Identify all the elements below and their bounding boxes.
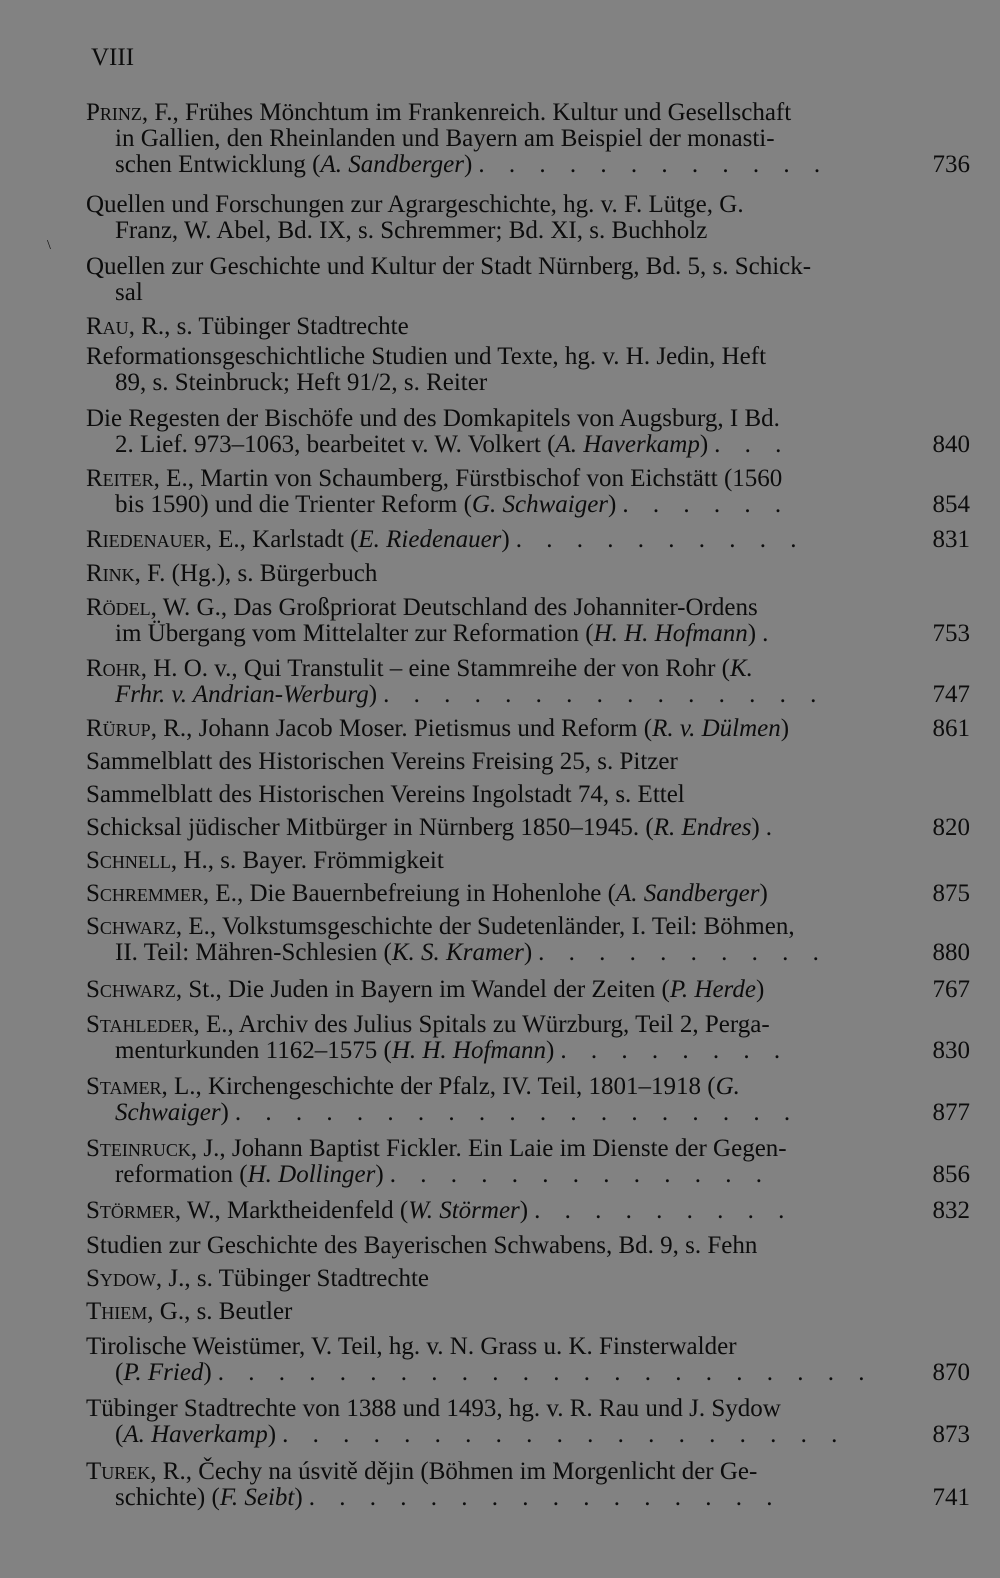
entry-text: sal	[115, 279, 143, 306]
leader-dots: .	[762, 620, 778, 647]
reviewer-name: W. Störmer	[408, 1197, 520, 1224]
entry-text: 89, s. Steinbruck; Heft 91/2, s. Reiter	[115, 369, 488, 396]
entry-text: , E., Volkstumsgeschichte der Sudetenländer, I. Teil: Böhmen,	[175, 913, 795, 940]
index-entry-sydow	[86, 1266, 970, 1292]
entry-text: )	[523, 939, 533, 966]
entry-text: (	[115, 1359, 124, 1386]
leader-dots: . . . . . . . . . . . . . . . .	[308, 1484, 782, 1511]
page-ref: 856	[932, 1161, 970, 1188]
entry-text: , R., Čechy na úsvitě dějin (Böhmen im Morgenlicht der Ge-	[150, 1458, 758, 1485]
page-ref: 830	[932, 1037, 970, 1064]
page-ref: 840	[932, 431, 970, 458]
entry-text: )	[545, 1037, 555, 1064]
leader-dots: . . .	[714, 431, 791, 458]
leader-dots: . . . . . . . . . . . . . . . . . . . . . .	[217, 1359, 874, 1386]
reviewer-name: H. H. Hofmann	[593, 620, 748, 647]
reviewer-name: G.	[715, 1073, 740, 1100]
reviewer-name: F. Seibt	[219, 1484, 295, 1511]
entry-text: Tirolische Weistümer, V. Teil, hg. v. N. Grass u. K. Finsterwalder	[86, 1333, 737, 1360]
index-entry-rohr	[86, 656, 970, 708]
entry-text: , H., s. Bayer. Frömmigkeit	[170, 847, 444, 874]
reviewer-name: G. Schwaiger	[471, 491, 609, 518]
leader-dots: . . . . . . . . . .	[515, 526, 806, 553]
entry-text: )	[780, 715, 790, 742]
entry-text: Schicksal jüdischer Mitbürger in Nürnberg 1850–1945. (	[86, 814, 654, 841]
page-ref: 875	[932, 880, 970, 907]
entry-text: Reformationsgeschichtliche Studien und Texte, hg. v. H. Jedin, Heft	[86, 343, 767, 370]
entry-text: Quellen und Forschungen zur Agrargeschichte, hg. v. F. Lütge, G.	[86, 191, 744, 218]
author-name: Turek	[86, 1458, 151, 1485]
entry-text: schichte) (	[115, 1484, 220, 1511]
entry-text: )	[519, 1197, 529, 1224]
entry-text: )	[699, 431, 709, 458]
author-name: Rürup	[86, 715, 151, 742]
index-entry-schicksal	[86, 815, 970, 841]
page-ref: 854	[932, 491, 970, 518]
entry-text: )	[220, 1099, 229, 1126]
reviewer-name: H. Dollinger	[247, 1161, 376, 1188]
page-number: VIII	[91, 44, 135, 71]
index-entry-schwarz-st	[86, 977, 970, 1003]
reviewer-name: P. Herde	[669, 976, 756, 1003]
entry-text: )	[608, 491, 617, 518]
entry-text: )	[203, 1359, 212, 1386]
index-entry-reformationsgeschichtliche	[86, 344, 970, 396]
entry-text: , E., Karlstadt (	[205, 526, 359, 553]
leader-dots: . . . . . . . . . . . .	[478, 151, 830, 178]
entry-text: )	[267, 1421, 277, 1448]
entry-text: , E., Martin von Schaumberg, Fürstbischof von Eichstätt (1560	[153, 465, 783, 492]
entry-text: )	[294, 1484, 303, 1511]
author-name: Rink	[86, 560, 135, 587]
entry-text: , F., Frühes Mönchtum im Frankenreich. Kultur und Gesellschaft	[141, 99, 792, 126]
page-ref: 753	[932, 620, 970, 647]
author-name: Rödel	[86, 594, 151, 621]
index-entry-studien	[86, 1233, 970, 1259]
index-entry-sammelblatt-freising	[86, 749, 970, 775]
entry-text: , St., Die Juden in Bayern im Wandel der Zeiten (	[175, 976, 670, 1003]
index-entry-tuebinger	[86, 1396, 970, 1448]
entry-text: Quellen zur Geschichte und Kultur der Stadt Nürnberg, Bd. 5, s. Schick-	[86, 253, 812, 280]
page-ref: 831	[932, 526, 970, 553]
entry-text: )	[751, 814, 760, 841]
page-ref: 820	[932, 814, 970, 841]
entry-text: , E., Die Bauernbefreiung in Hohenlohe (	[202, 880, 616, 907]
index-entry-quellen-agrar	[86, 192, 970, 244]
index-entry-rau	[86, 314, 970, 340]
entry-text: , J., Johann Baptist Fickler. Ein Laie im Dienste der Gegen-	[190, 1135, 787, 1162]
index-entry-schremmer	[86, 881, 970, 907]
index-entry-stahleder	[86, 1012, 970, 1064]
page-ref: 861	[932, 715, 970, 742]
entry-text: )	[368, 681, 378, 708]
entry-text: )	[464, 151, 473, 178]
author-name: Stahleder	[86, 1011, 194, 1038]
index-entry-quellen-nuernberg	[86, 254, 970, 306]
page-ref: 747	[932, 681, 970, 708]
reviewer-name: Schwaiger	[115, 1099, 221, 1126]
author-name: Stamer	[86, 1073, 162, 1100]
entry-text: , W. G., Das Großpriorat Deutschland des Johanniter-Ordens	[150, 594, 758, 621]
index-entry-tirolische	[86, 1334, 970, 1386]
author-name: Schwarz	[86, 913, 176, 940]
page-ref: 880	[932, 939, 970, 966]
reviewer-name: P. Fried	[123, 1359, 204, 1386]
leader-dots: . . . . . . . .	[560, 1037, 790, 1064]
index-entry-reiter	[86, 466, 970, 518]
index-entry-rink	[86, 561, 970, 587]
reviewer-name: K.	[729, 655, 753, 682]
entry-text: reformation (	[115, 1161, 248, 1188]
entry-text: schen Entwicklung (	[115, 151, 321, 178]
page-ref: 873	[932, 1421, 970, 1448]
reviewer-name: E. Riedenauer	[358, 526, 502, 553]
leader-dots: .	[765, 814, 781, 841]
entry-text: )	[747, 620, 757, 647]
author-name: Rohr	[86, 655, 141, 682]
author-name: Schremmer	[86, 880, 203, 907]
index-entry-stoermer	[86, 1198, 970, 1224]
leader-dots: . . . . . . . . . .	[538, 939, 828, 966]
reviewer-name: A. Sandberger	[615, 880, 760, 907]
page-ref: 767	[932, 976, 970, 1003]
entry-text: )	[501, 526, 510, 553]
author-name: Sydow	[86, 1265, 156, 1292]
entry-text: (	[115, 1421, 124, 1448]
index-entry-prinz	[86, 100, 970, 178]
index-entry-ruerup	[86, 716, 970, 742]
leader-dots: . . . . . . . . . . . . . . .	[383, 681, 826, 708]
entry-text: im Übergang vom Mittelalter zur Reformation (	[115, 620, 594, 647]
author-name: Schwarz	[86, 976, 176, 1003]
entry-text: , R., Johann Jacob Moser. Pietismus und Reform (	[150, 715, 653, 742]
leader-dots: . . . . . . . . .	[534, 1197, 794, 1224]
reviewer-name: K. S. Kramer	[391, 939, 524, 966]
author-name: Störmer	[86, 1197, 175, 1224]
page-ref: 877	[932, 1099, 970, 1126]
reviewer-name: H. H. Hofmann	[391, 1037, 546, 1064]
author-name: Reiter	[86, 465, 154, 492]
page-ref: 832	[932, 1197, 970, 1224]
author-name: Rau	[86, 313, 129, 340]
entry-text: Studien zur Geschichte des Bayerischen Schwabens, Bd. 9, s. Fehn	[86, 1232, 758, 1259]
reviewer-name: A. Haverkamp	[123, 1421, 268, 1448]
author-name: Steinruck	[86, 1135, 191, 1162]
reviewer-name: A. Sandberger	[320, 151, 465, 178]
index-entry-stamer	[86, 1074, 970, 1126]
leader-dots: . . . . . . . . . . . . . . . . . . .	[282, 1421, 847, 1448]
page-ref: 870	[932, 1359, 970, 1386]
page-ref: 736	[932, 151, 970, 178]
entry-text: )	[755, 976, 765, 1003]
entry-text: menturkunden 1162–1575 (	[115, 1037, 392, 1064]
leader-dots: . . . . . . . . . . . . . . . . . . .	[234, 1099, 800, 1126]
entry-text: )	[759, 880, 768, 907]
entry-text: , G., s. Beutler	[147, 1298, 293, 1325]
entry-text: 2. Lief. 973–1063, bearbeitet v. W. Volkert (	[115, 431, 556, 458]
entry-text: Tübinger Stadtrechte von 1388 und 1493, hg. v. R. Rau und J. Sydow	[86, 1395, 781, 1422]
reviewer-name: R. v. Dülmen	[652, 715, 781, 742]
index-entry-regesten	[86, 406, 970, 458]
index-entry-sammelblatt-ingolstadt	[86, 782, 970, 808]
entry-text: , L., Kirchengeschichte der Pfalz, IV. Teil, 1801–1918 (	[161, 1073, 716, 1100]
page-ref: 741	[932, 1484, 970, 1511]
leader-dots: . . . . . . . . . . . . .	[389, 1161, 771, 1188]
author-name: Riedenauer	[86, 526, 206, 553]
reviewer-name: Frhr. v. Andrian-Werburg	[115, 681, 369, 708]
entry-text: , F. (Hg.), s. Bürgerbuch	[134, 560, 378, 587]
leader-dots: . . . . . .	[622, 491, 791, 518]
entry-text: in Gallien, den Rheinlanden und Bayern am Beispiel der monasti-	[115, 125, 775, 152]
entry-text: )	[375, 1161, 384, 1188]
index-entry-thiem	[86, 1299, 970, 1325]
index-entry-roedel	[86, 595, 970, 647]
author-name: Schnell	[86, 847, 171, 874]
entry-text: Die Regesten der Bischöfe und des Domkapitels von Augsburg, I Bd.	[86, 405, 780, 432]
entry-text: II. Teil: Mähren-Schlesien (	[115, 939, 392, 966]
entry-text: Franz, W. Abel, Bd. IX, s. Schremmer; Bd. XI, s. Buchholz	[115, 217, 708, 244]
entry-text: , R., s. Tübinger Stadtrechte	[128, 313, 409, 340]
entry-text: Sammelblatt des Historischen Vereins Freising 25, s. Pitzer	[86, 748, 678, 775]
entry-text: , J., s. Tübinger Stadtrechte	[155, 1265, 429, 1292]
entry-text: bis 1590) und die Trienter Reform (	[115, 491, 472, 518]
reviewer-name: A. Haverkamp	[555, 431, 700, 458]
index-entry-schwarz-e	[86, 914, 970, 966]
index-entry-riedenauer	[86, 527, 970, 553]
author-name: Thiem	[86, 1298, 148, 1325]
entry-text: , W., Marktheidenfeld (	[174, 1197, 409, 1224]
index-entry-steinruck	[86, 1136, 970, 1188]
entry-text: , E., Archiv des Julius Spitals zu Würzburg, Teil 2, Perga-	[193, 1011, 770, 1038]
entry-text: , H. O. v., Qui Transtulit – eine Stammreihe der von Rohr (	[140, 655, 730, 682]
entry-text: Sammelblatt des Historischen Vereins Ingolstadt 74, s. Ettel	[86, 781, 685, 808]
index-entry-schnell	[86, 848, 970, 874]
stray-mark: \	[47, 238, 51, 253]
reviewer-name: R. Endres	[653, 814, 752, 841]
index-entry-turek	[86, 1459, 970, 1511]
author-name: Prinz	[86, 99, 142, 126]
